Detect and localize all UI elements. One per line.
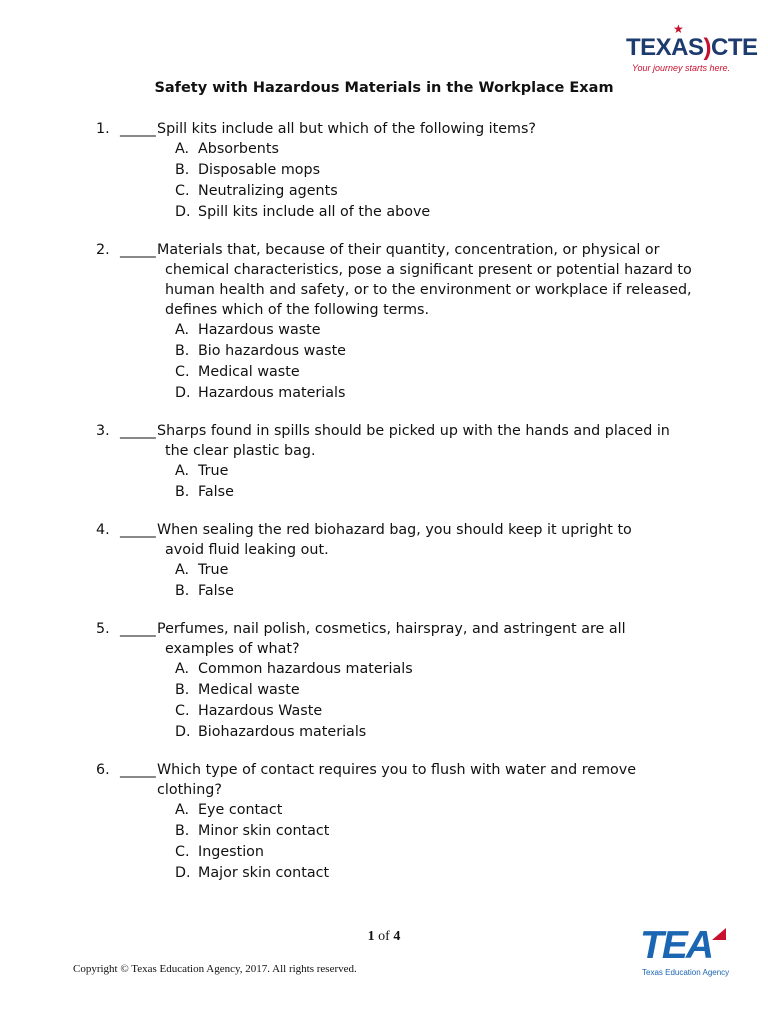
question-stem [157, 119, 697, 139]
question-number: 6. [96, 762, 110, 778]
question-item [0, 240, 768, 404]
option-text: Hazardous waste [198, 322, 321, 338]
tea-logo-wordmark: TEA [640, 924, 712, 967]
option-text: Hazardous materials [198, 385, 346, 401]
question-stem [157, 619, 697, 659]
option-text: Medical waste [198, 682, 300, 698]
option-text: Medical waste [198, 364, 300, 380]
option-letter: A. [175, 661, 190, 677]
option-letter: B. [175, 484, 190, 500]
question-stem [157, 760, 697, 800]
option-text: Hazardous Waste [198, 703, 323, 719]
option-letter: A. [175, 322, 190, 338]
answer-blank[interactable]: _____ [120, 762, 156, 778]
answer-option [0, 722, 768, 743]
option-letter: C. [175, 364, 190, 380]
option-letter: C. [175, 183, 190, 199]
answer-options [0, 139, 768, 223]
question-stem-line: Sharps found in spills should be picked up with the hands and placed in [157, 423, 670, 439]
logo-tagline: Your journey starts here. [632, 63, 731, 73]
option-text: False [198, 484, 234, 500]
option-letter: A. [175, 562, 190, 578]
question-stem [157, 520, 697, 560]
answer-options [0, 320, 768, 404]
texas-cte-logo-wordmark [626, 34, 758, 62]
option-letter: C. [175, 703, 190, 719]
option-text: Minor skin contact [198, 823, 330, 839]
question-stem-line: human health and safety, or to the environment or workplace if released, [165, 282, 692, 298]
texas-cte-logo [622, 22, 758, 76]
question-stem-line: the clear plastic bag. [165, 443, 316, 459]
question-item [0, 119, 768, 223]
option-letter: B. [175, 823, 190, 839]
copyright-notice: Copyright © Texas Education Agency, 2017. All rights reserved. [73, 963, 357, 975]
tea-logo-subtext: Texas Education Agency [642, 968, 730, 977]
question-stem-line: Spill kits include all but which of the following items? [157, 121, 537, 137]
option-letter: B. [175, 682, 190, 698]
logo-text-texas: TEXAS [626, 34, 704, 61]
answer-option [0, 701, 768, 722]
question-number: 4. [96, 522, 110, 538]
page-current: 1 [367, 929, 375, 944]
answer-option [0, 482, 768, 503]
option-text: Major skin contact [198, 865, 330, 881]
question-number: 2. [96, 242, 110, 258]
answer-option [0, 383, 768, 404]
answer-blank[interactable]: _____ [120, 121, 156, 137]
tea-logo [640, 926, 732, 978]
answer-option [0, 181, 768, 202]
answer-option [0, 842, 768, 863]
option-text: Absorbents [198, 141, 279, 157]
option-text: True [198, 463, 229, 479]
star-icon: ★ [673, 22, 684, 36]
option-letter: B. [175, 162, 190, 178]
answer-option [0, 160, 768, 181]
question-stem-line: defines which of the following terms. [165, 302, 430, 318]
answer-blank[interactable]: _____ [120, 242, 156, 258]
answer-option [0, 461, 768, 482]
question-stem-line: examples of what? [165, 641, 300, 657]
question-stem-line: Which type of contact requires you to flush with water and remove clothing? [157, 762, 637, 798]
answer-option [0, 139, 768, 160]
answer-options [0, 560, 768, 602]
option-letter: A. [175, 463, 190, 479]
option-letter: A. [175, 802, 190, 818]
option-letter: D. [175, 724, 191, 740]
question-list [0, 119, 768, 901]
question-item [0, 421, 768, 503]
option-text: Ingestion [198, 844, 264, 860]
answer-blank[interactable]: _____ [120, 522, 156, 538]
answer-options [0, 800, 768, 884]
page-title: Safety with Hazardous Materials in the Workplace Exam [154, 80, 614, 96]
option-text: Disposable mops [198, 162, 321, 178]
option-text: False [198, 583, 234, 599]
option-text: Eye contact [198, 802, 283, 818]
answer-option [0, 659, 768, 680]
option-text: Bio hazardous waste [198, 343, 346, 359]
question-number: 5. [96, 621, 110, 637]
answer-option [0, 800, 768, 821]
question-stem-line: When sealing the red biohazard bag, you should keep it upright to [157, 522, 632, 538]
answer-option [0, 821, 768, 842]
option-text: Neutralizing agents [198, 183, 338, 199]
page-total: 4 [393, 929, 401, 944]
option-text: Biohazardous materials [198, 724, 367, 740]
question-stem-line: Perfumes, nail polish, cosmetics, hairspray, and astringent are all [157, 621, 626, 637]
answer-blank[interactable]: _____ [120, 423, 156, 439]
answer-option [0, 581, 768, 602]
question-stem-line: Materials that, because of their quantity, concentration, or physical or [157, 242, 660, 258]
question-item [0, 760, 768, 884]
option-letter: A. [175, 141, 190, 157]
answer-option [0, 560, 768, 581]
answer-option [0, 341, 768, 362]
answer-option [0, 320, 768, 341]
tea-flag-icon [712, 928, 726, 940]
question-stem-line: chemical characteristics, pose a significant present or potential hazard to [165, 262, 692, 278]
answer-blank[interactable]: _____ [120, 621, 156, 637]
question-item [0, 520, 768, 602]
option-text: Spill kits include all of the above [198, 204, 431, 220]
question-number: 1. [96, 121, 110, 137]
option-letter: C. [175, 844, 190, 860]
question-stem-line: avoid fluid leaking out. [165, 542, 329, 558]
option-letter: D. [175, 204, 191, 220]
option-letter: D. [175, 865, 191, 881]
answer-option [0, 362, 768, 383]
logo-swoosh-icon: ) [703, 34, 712, 61]
answer-option [0, 863, 768, 884]
question-stem [157, 421, 697, 461]
page-of: of [378, 929, 390, 944]
option-text: Common hazardous materials [198, 661, 413, 677]
option-text: True [198, 562, 229, 578]
logo-text-cte: CTE [711, 34, 758, 61]
option-letter: B. [175, 583, 190, 599]
answer-option [0, 202, 768, 223]
option-letter: D. [175, 385, 191, 401]
option-letter: B. [175, 343, 190, 359]
question-number: 3. [96, 423, 110, 439]
answer-options [0, 461, 768, 503]
question-item [0, 619, 768, 743]
answer-option [0, 680, 768, 701]
question-stem [157, 240, 697, 320]
answer-options [0, 659, 768, 743]
